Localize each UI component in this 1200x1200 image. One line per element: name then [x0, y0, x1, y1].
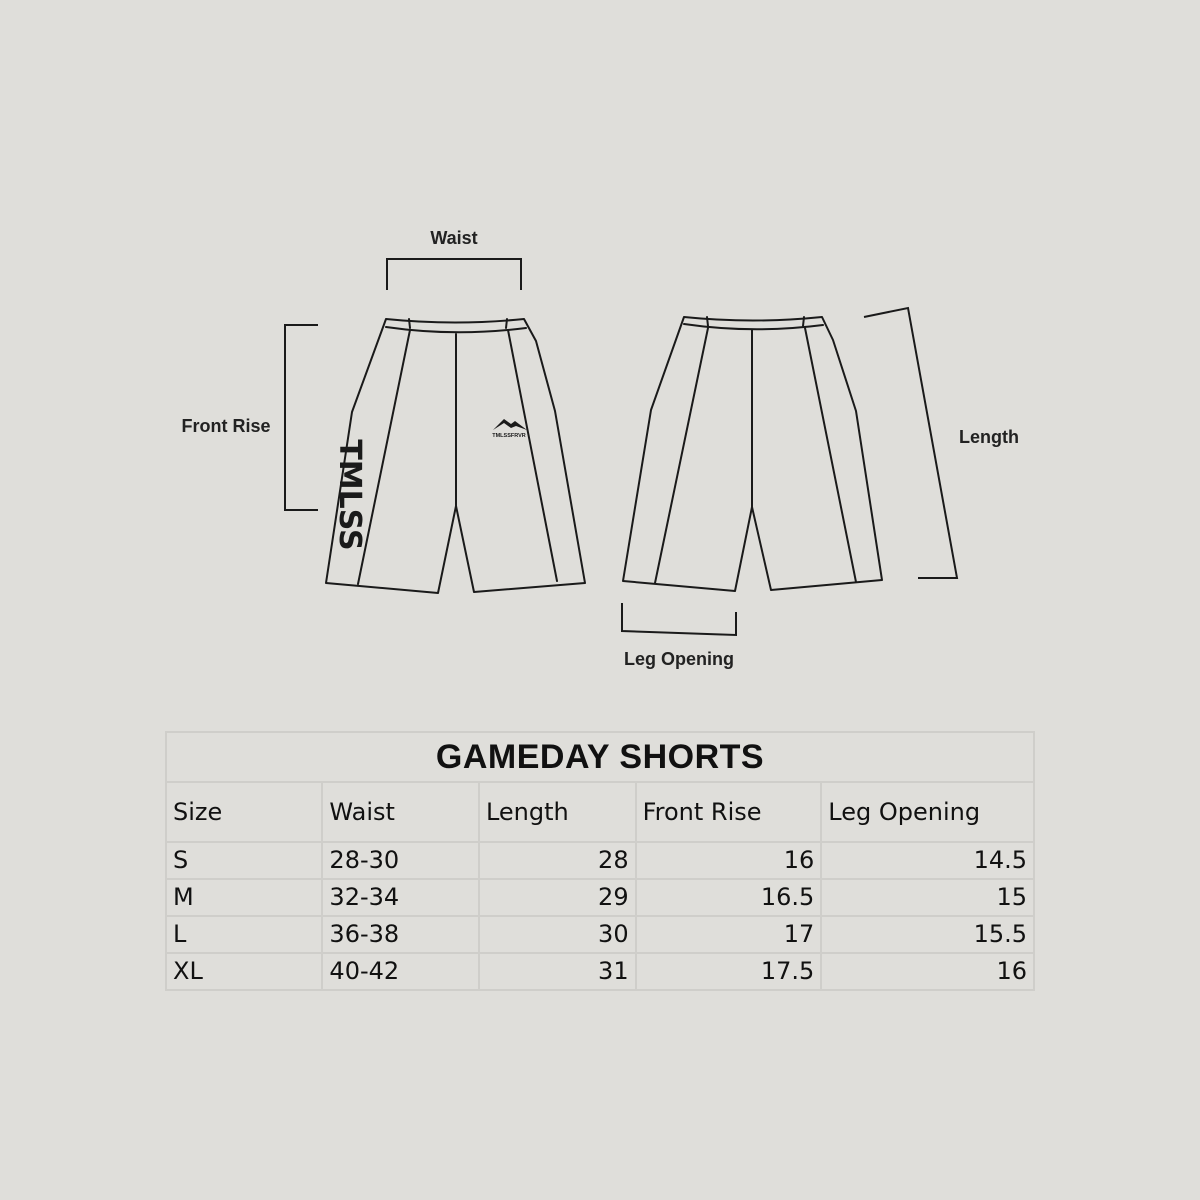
leg-opening-measure [622, 603, 736, 669]
waist-bracket [387, 259, 521, 290]
table-header-row [166, 782, 1034, 842]
header-front-rise: Front Rise [636, 782, 822, 842]
cell-leg-opening: 16 [821, 953, 1034, 990]
front-side-stripe-right [508, 330, 557, 581]
table-title: GAMEDAY SHORTS [166, 732, 1034, 782]
cell-waist: 28-30 [322, 842, 479, 879]
table-row [166, 916, 1034, 953]
front-rise-label: Front Rise [181, 416, 271, 436]
cell-length: 31 [479, 953, 636, 990]
brand-logo-icon [492, 419, 527, 439]
header-length: Length [479, 782, 636, 842]
cell-front-rise: 17.5 [636, 953, 822, 990]
cell-waist: 40-42 [322, 953, 479, 990]
table-row [166, 842, 1034, 879]
cell-length: 30 [479, 916, 636, 953]
cell-leg-opening: 14.5 [821, 842, 1034, 879]
leg-opening-bracket [622, 603, 736, 635]
cell-front-rise: 17 [636, 916, 822, 953]
front-rise-bracket [285, 325, 318, 510]
cell-waist: 36-38 [322, 916, 479, 953]
waist-label: Waist [430, 228, 478, 248]
size-chart-table [165, 731, 1035, 991]
shorts-front-view [326, 319, 585, 593]
length-bracket [864, 308, 957, 578]
cell-length: 29 [479, 879, 636, 916]
back-side-stripe-left [655, 328, 708, 583]
table-row [166, 953, 1034, 990]
cell-size: M [166, 879, 322, 916]
front-waistband-line [386, 327, 526, 332]
cell-waist: 32-34 [322, 879, 479, 916]
cell-size: L [166, 916, 322, 953]
table-row [166, 879, 1034, 916]
cell-front-rise: 16.5 [636, 879, 822, 916]
back-waistband-tab-left [707, 317, 708, 326]
table-title-row [166, 732, 1034, 782]
cell-length: 28 [479, 842, 636, 879]
length-label: Length [959, 427, 1019, 447]
length-measure [864, 308, 1019, 578]
front-rise-measure [181, 325, 318, 510]
header-leg-opening: Leg Opening [821, 782, 1034, 842]
back-waistband-tab-right [803, 317, 804, 326]
header-size: Size [166, 782, 322, 842]
header-waist: Waist [322, 782, 479, 842]
cell-size: XL [166, 953, 322, 990]
back-side-stripe-right [805, 328, 856, 582]
brand-logo-text: TMLSSFRVR [492, 433, 526, 439]
shorts-back-view [623, 317, 882, 591]
cell-front-rise: 16 [636, 842, 822, 879]
waist-measure [387, 228, 521, 290]
cell-size: S [166, 842, 322, 879]
front-side-print: TMLSS [332, 439, 367, 551]
cell-leg-opening: 15.5 [821, 916, 1034, 953]
leg-opening-label: Leg Opening [624, 649, 734, 669]
front-waistband-tab-left [409, 319, 410, 328]
front-waistband-tab-right [506, 319, 507, 328]
cell-leg-opening: 15 [821, 879, 1034, 916]
